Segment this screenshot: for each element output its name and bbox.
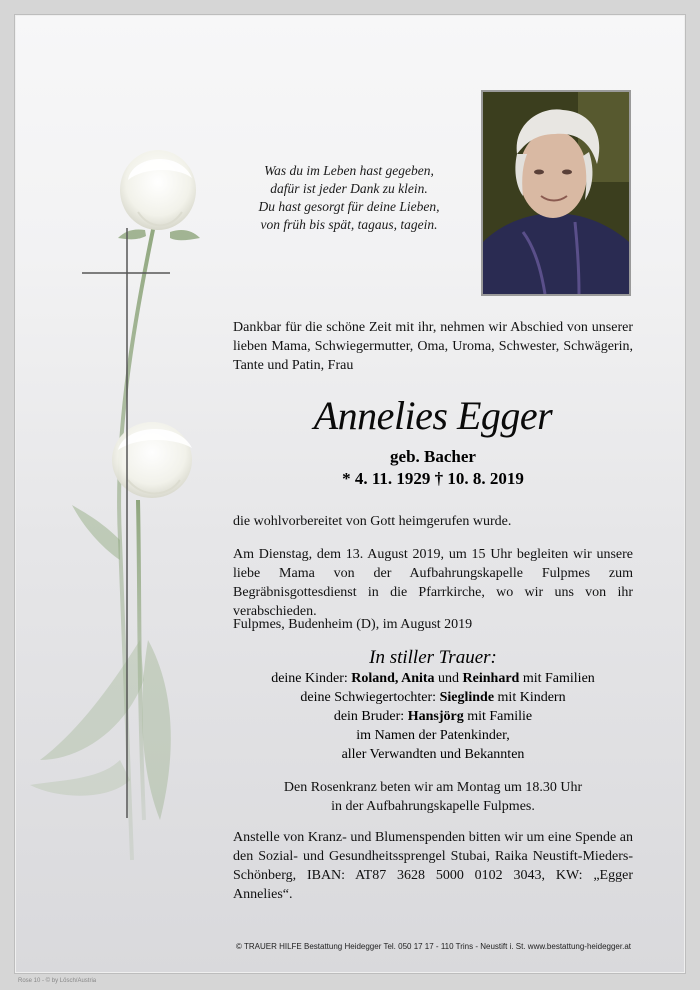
life-dates: * 4. 11. 1929 † 10. 8. 2019 <box>342 469 524 488</box>
poem-line: von früh bis spät, tagaus, tagein. <box>260 217 438 232</box>
funeral-home-footer: © TRAUER HILFE Bestattung Heidegger Tel. 050 17 17 - 110 Trins - Neustift i. St. www.bestattung-heidegger.at <box>236 942 631 951</box>
donation-text: Anstelle von Kranz- und Blumenspenden bitten wir um eine Spende an den Sozial- und Gesundheitssprengel Stubai, Raika Neustift-Mieders-Schönberg, IBAN: AT87 3628 5000 0102 3043, KW: „Egger Annelies“. <box>233 830 633 902</box>
deceased-name: Annelies Egger <box>313 393 553 438</box>
poem-line: Was du im Leben hast gegeben, <box>264 163 434 178</box>
mourners-godchildren: im Namen der Patenkinder, <box>356 728 510 743</box>
mourners-list <box>233 669 633 764</box>
mourners-relatives: aller Verwandten und Bekannten <box>341 747 525 762</box>
poem-line: dafür ist jeder Dank zu klein. <box>270 181 428 196</box>
called-home-text: die wohlvorbereitet von Gott heimgerufen wurde. <box>233 514 512 529</box>
intro-text: Dankbar für die schöne Zeit mit ihr, nehmen wir Abschied von unserer lieben Mama, Schwiegermutter, Oma, Uroma, Schwester, Schwägerin, Tante und Patin, Frau <box>233 320 633 373</box>
mourners-daughter-in-law: deine Schwiegertochter: Sieglinde mit Kindern <box>300 690 566 705</box>
mourners-children: deine Kinder: Roland, Anita und Reinhard mit Familien <box>271 671 595 686</box>
place-date: Fulpmes, Budenheim (D), im August 2019 <box>233 617 473 632</box>
rosary-line: in der Aufbahrungskapelle Fulpmes. <box>331 799 535 814</box>
portrait-photo-image <box>483 92 629 294</box>
rosary-line: Den Rosenkranz beten wir am Montag um 18.30 Uhr <box>283 780 583 795</box>
rosary-text <box>233 778 633 816</box>
cross-vertical-bar <box>126 228 128 818</box>
white-rose-illustration <box>20 120 220 880</box>
portrait-photo <box>481 90 631 296</box>
poem-line: Du hast gesorgt für deine Lieben, <box>258 199 440 214</box>
mourning-title: In stiller Trauer: <box>369 647 497 668</box>
funeral-text: Am Dienstag, dem 13. August 2019, um 15 Uhr begleiten wir unsere liebe Mama von der Aufbahrungskapelle Fulpmes zum Begräbnisgottesdienst in die Pfarrkirche, wo wir uns von ihr verabschieden. <box>233 547 633 619</box>
mourners-brother: dein Bruder: Hansjörg mit Familie <box>333 709 533 724</box>
maiden-name: geb. Bacher <box>390 447 476 466</box>
copyright-note: Rose 10 - © by Lösch/Austria <box>18 978 97 984</box>
memorial-poem <box>236 162 462 234</box>
cross-horizontal-bar <box>82 272 170 274</box>
